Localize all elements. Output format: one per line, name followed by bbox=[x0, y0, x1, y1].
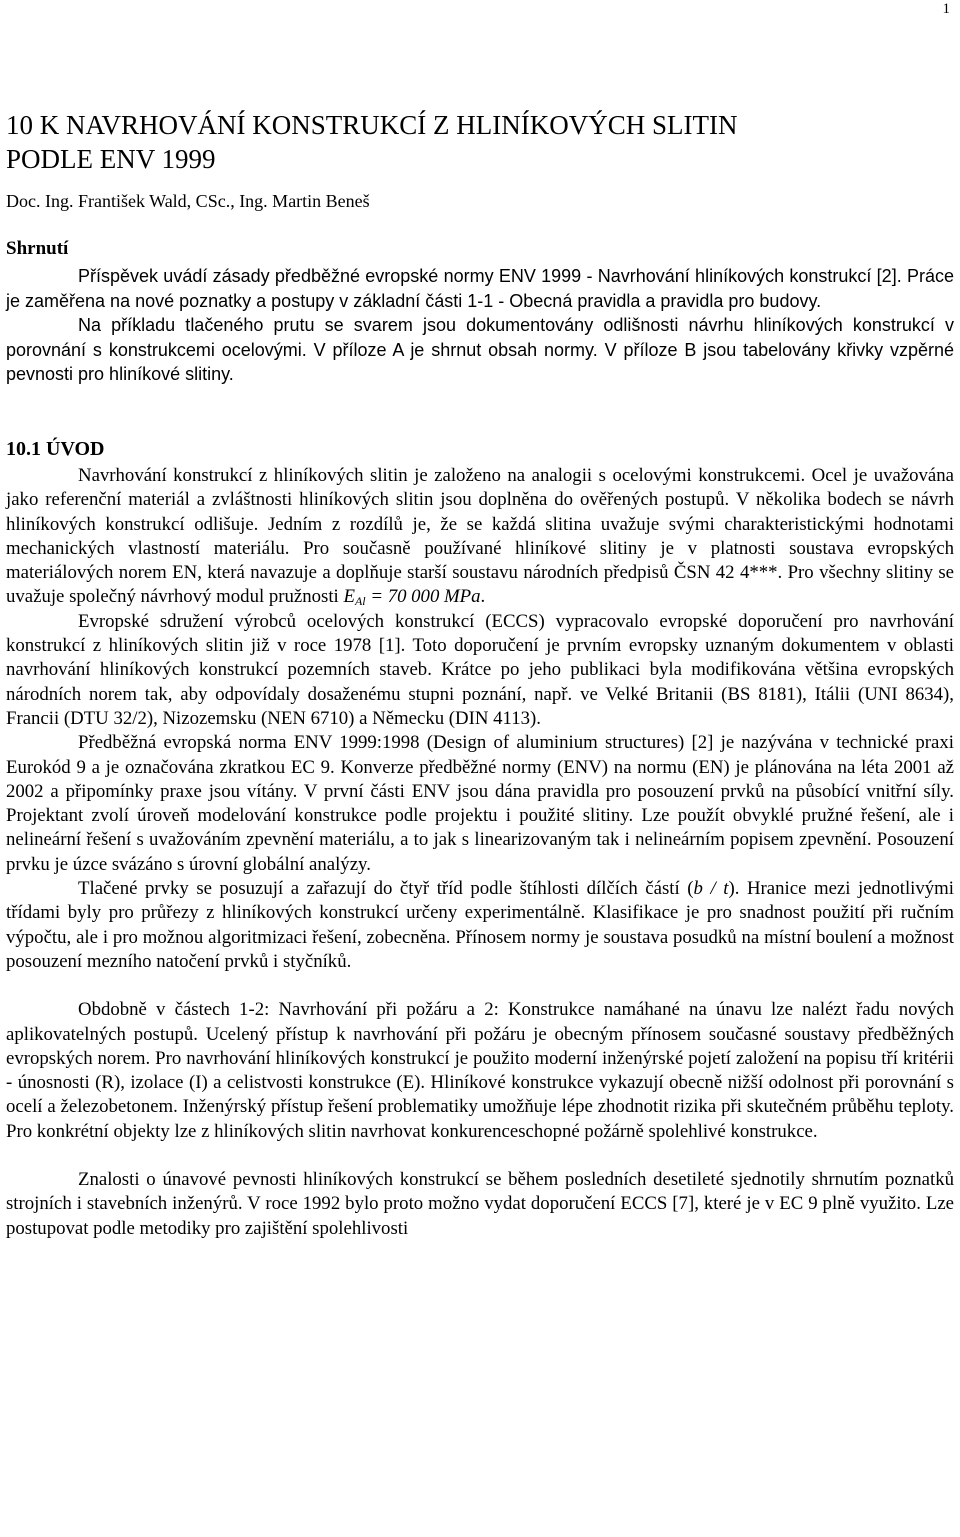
summary-paragraph: Příspěvek uvádí zásady předběžné evropské normy ENV 1999 - Navrhování hliníkových konstrukcí [2]. Práce je zaměřena na nové poznatky a postupy v základní části 1-1 - Obecná pravidla a pravidla pro budovy. bbox=[6, 266, 954, 311]
chapter-title-line-1: 10 K NAVRHOVÁNÍ KONSTRUKCÍ Z HLINÍKOVÝCH SLITIN bbox=[6, 110, 738, 140]
paragraph bbox=[6, 464, 954, 610]
modulus-formula bbox=[343, 586, 480, 607]
chapter-title-line-2: PODLE ENV 1999 bbox=[6, 144, 216, 174]
chapter-title bbox=[6, 108, 954, 176]
paragraph: Předběžná evropská norma ENV 1999:1998 (Design of aluminium structures) [2] je nazývána v technické praxi Eurokód 9 a je označována zkratkou EC 9. Konverze předběžné normy (ENV) na normu (EN) je plánována na léta 2001 až 2002 a připomínky praxe jsou vítány. V první části ENV jsou dána pravidla pro posouzení prvků na působící vnitřní síly. Projektant zvolí úroveň modelování konstrukce podle projektu i použité slitiny. Lze použít obvyklé pružné řešení, ale i nelineární řešení s uvažováním zpevnění materiálu, a to jak s linearizovaným tak i nelineárním popisem zpevnění. Posouzení prvku je úzce svázáno s úrovní globální analýzy. bbox=[6, 732, 954, 875]
summary-heading: Shrnutí bbox=[6, 238, 69, 259]
paragraph-text: Tlačené prvky se posuzují a zařazují do čtyř tříd podle štíhlosti dílčích částí ( bbox=[78, 878, 694, 900]
authors: Doc. Ing. František Wald, CSc., Ing. Martin Beneš bbox=[6, 191, 370, 211]
formula-subscript: Al bbox=[354, 594, 366, 609]
section-heading: 10.1 ÚVOD bbox=[6, 437, 105, 460]
paragraph-end: . bbox=[480, 586, 486, 608]
paragraph: Obdobně v částech 1-2: Navrhování při požáru a 2: Konstrukce namáhané na únavu lze nalézt řadu nových aplikovatelných postupů. Ucelený přístup k navrhování při požáru je obecným přínosem současné soustavy předběžných evropských norem. Pro navrhování hliníkových konstrukcí je použito moderní inženýrské pojetí založení na popisu tří kritérii - únosnosti (R), izolace (I) a celistvosti konstrukce (E). Hliníkové konstrukce vykazují obecně nižší odolnost při porovnání s ocelí a železobetonem. Inženýrský přístup řešení problematiky umožňuje lépe zhodnotit rizika při skutečném průběhu teploty. Pro konkrétní objekty lze z hliníkových slitin navrhovat konkurenceschopné požárně spolehlivé konstrukce. bbox=[6, 999, 954, 1142]
paragraph: Evropské sdružení výrobců ocelových konstrukcí (ECCS) vypracovalo evropské doporučení pro navrhování konstrukcí z hliníkových slitin již v roce 1978 [1]. Toto doporučení je prvním evropsky uznaným dokumentem v oblasti navrhování hliníkových konstrukcí pozemních staveb. Krátce po jeho publikaci byla modifikována většina evropských národních norem tak, aby odpovídaly dosaženému stupni poznání, např. ve Velké Britanii (BS 8181), Itálii (UNI 8634), Francii (DTU 32/2), Nizozemsku (NEN 6710) a Německu (DIN 4113). bbox=[6, 610, 954, 729]
formula-value: = 70 000 MPa bbox=[365, 586, 481, 608]
slenderness-ratio: b / t bbox=[693, 878, 729, 900]
formula-symbol: E bbox=[343, 586, 355, 608]
section-body bbox=[6, 464, 954, 1241]
paragraph-text: ). Hranice mezi jednotlivými třídami byly pro průřezy z hliníkových konstrukcí určeny experimentálně. Klasifikace je pro snadnost použití při ručním výpočtu, ale i pro možnou algoritmizaci řešení, zobecněna. Přínosem normy je soustava posudků na místní boulení a možnost posouzení mezního natočení prvků i styčníků. bbox=[6, 878, 954, 972]
paragraph-text: Navrhování konstrukcí z hliníkových slitin je založeno na analogii s ocelovými konstrukcemi. Ocel je uvažována jako referenční materiál a zvláštnosti hliníkových slitin jsou doplněna do ověřených postupů. V několika bodech se návrh hliníkových konstrukcí odlišuje. Jedním z rozdílů je, že se každá slitina uvažuje svými charakteristickými hodnotami mechanických vlastností materiálu. Pro současně používané hliníkové slitiny je v platnosti soustava evropských materiálových norem EN, která navazuje a doplňuje starší soustavu národních předpisů ČSN 42 4***. Pro všechny slitiny se uvažuje společný návrhový modul pružnosti bbox=[6, 464, 954, 608]
summary bbox=[6, 264, 954, 387]
paragraph: Znalosti o únavové pevnosti hliníkových konstrukcí se během posledních desetileté sjednotily shrnutím poznatků strojních i stavebních inženýrů. V roce 1992 bylo proto možno vydat doporučení ECCS [7], které je v EC 9 plně využito. Lze postupovat podle metodiky pro zajištění spolehlivosti bbox=[6, 1168, 954, 1239]
paragraph bbox=[6, 877, 954, 974]
document-body bbox=[6, 108, 954, 1241]
page-number: 1 bbox=[942, 1, 950, 17]
summary-paragraph: Na příkladu tlačeného prutu se svarem jsou dokumentovány odlišnosti návrhu hliníkových konstrukcí v porovnání s konstrukcemi ocelovými. V příloze A je shrnut obsah normy. V příloze B jsou tabelovány křivky vzpěrné pevnosti pro hliníkové slitiny. bbox=[6, 315, 954, 385]
